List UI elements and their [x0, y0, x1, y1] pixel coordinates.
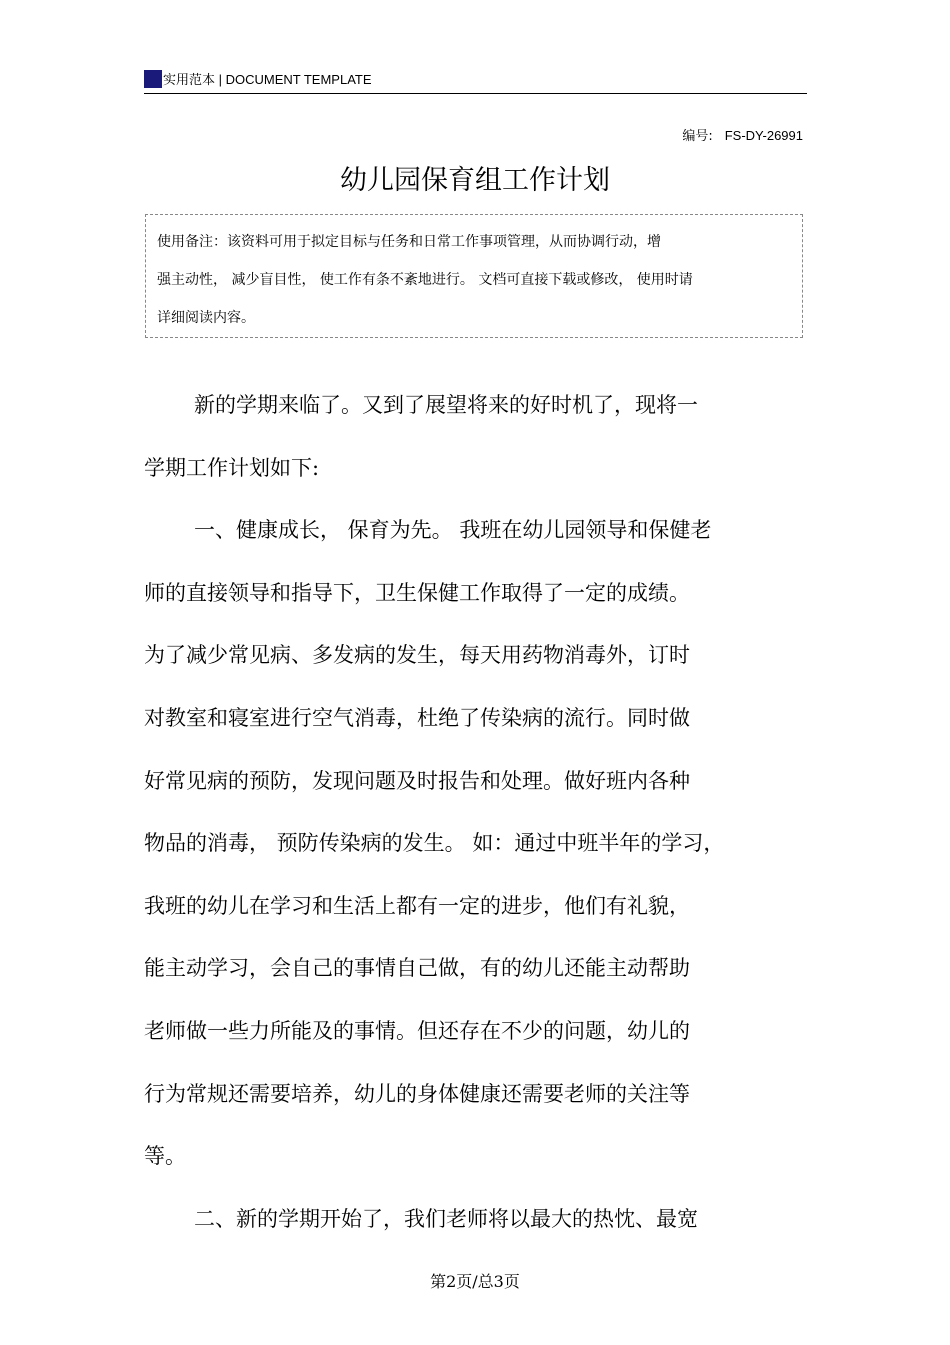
usage-note-line: 使用备注：该资料可用于拟定目标与任务和日常工作事项管理，从而协调行动，增: [157, 234, 661, 250]
body-line: 等。: [144, 1144, 186, 1169]
document-number: [682, 128, 803, 145]
usage-note-box: [145, 214, 803, 338]
body-line: 新的学期来临了。又到了展望将来的好时机了，现将一: [194, 393, 698, 417]
body-line: 师的直接领导和指导下，卫生保健工作取得了一定的成绩。: [144, 580, 690, 605]
document-number-label: 编号:: [682, 129, 713, 144]
usage-note-line: 详细阅读内容。: [157, 310, 255, 326]
document-body: [144, 374, 784, 1250]
usage-note-line: 强主动性， 减少盲目性， 使工作有条不紊地进行。 文档可直接下载或修改， 使用时请: [157, 272, 693, 288]
header-logo-square: [144, 70, 162, 88]
header-brand-text: 实用范本 | DOCUMENT TEMPLATE: [163, 72, 372, 87]
page-footer: 第2页/总3页: [430, 1272, 520, 1291]
body-line: 二、新的学期开始了，我们老师将以最大的热忱、最宽: [194, 1206, 698, 1231]
body-line: 行为常规还需要培养，幼儿的身体健康还需要老师的关注等: [144, 1081, 690, 1106]
body-line: 对教室和寝室进行空气消毒，杜绝了传染病的流行。同时做: [144, 705, 690, 730]
document-number-value: FS-DY-26991: [724, 128, 803, 143]
body-line: 为了减少常见病、多发病的发生，每天用药物消毒外，订时: [144, 643, 690, 668]
body-line: 物品的消毒， 预防传染病的发生。 如：通过中班半年的学习，: [144, 831, 725, 856]
body-line: 能主动学习，会自己的事情自己做，有的幼儿还能主动帮助: [144, 956, 690, 981]
document-title: 幼儿园保育组工作计划: [340, 165, 610, 196]
header-divider: [144, 93, 807, 94]
body-line: 我班的幼儿在学习和生活上都有一定的进步，他们有礼貌，: [144, 893, 690, 918]
body-line: 学期工作计划如下:: [144, 455, 320, 480]
body-line: 老师做一些力所能及的事情。但还存在不少的问题，幼儿的: [144, 1018, 690, 1043]
body-line: 好常见病的预防，发现问题及时报告和处理。做好班内各种: [144, 768, 690, 793]
body-line: 一、健康成长， 保育为先。 我班在幼儿园领导和保健老: [194, 518, 712, 543]
